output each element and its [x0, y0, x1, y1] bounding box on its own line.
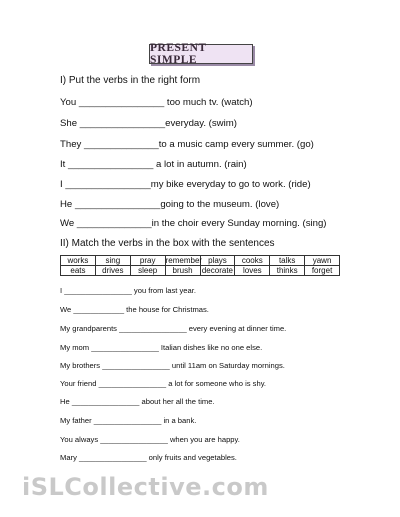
verb-cell: pray — [130, 256, 165, 266]
part2-heading: II) Match the verbs in the box with the sentences — [60, 238, 275, 249]
sentence-start: My brothers — [60, 361, 103, 370]
verb-cell: sing — [95, 256, 130, 266]
verb-cell: talks — [270, 256, 305, 266]
verb-cell: brush — [165, 266, 200, 276]
sentence-end: the house for Christmas. — [124, 305, 209, 314]
verb-box-row — [61, 266, 340, 276]
part1-sentence — [60, 218, 327, 229]
part2-sentence — [60, 361, 285, 370]
verb-cell: plays — [200, 256, 235, 266]
sentence-end: every evening at dinner time. — [186, 324, 287, 333]
part2-sentence — [60, 435, 240, 444]
verb-cell: drives — [95, 266, 130, 276]
sentence-start: She — [60, 118, 80, 129]
verb-cell: loves — [235, 266, 270, 276]
sentence-start: It — [60, 159, 68, 170]
sentence-start: We — [60, 305, 74, 314]
answer-blank[interactable]: ________________ — [74, 199, 161, 210]
verb-cell: thinks — [270, 266, 305, 276]
verb-cell: works — [61, 256, 96, 266]
verb-box-row — [61, 256, 340, 266]
sentence-end: only fruits and vegetables. — [146, 453, 237, 462]
verb-cell: forget — [305, 266, 340, 276]
sentence-end: a lot in autumn. (rain) — [153, 159, 247, 170]
part2-sentence — [60, 453, 237, 462]
answer-blank[interactable]: ______________ — [84, 139, 159, 150]
verb-cell: yawn — [305, 256, 340, 266]
answer-blank[interactable]: ________________ — [119, 324, 187, 333]
sentence-end: in a bank. — [161, 416, 197, 425]
answer-blank[interactable]: ______________ — [76, 218, 152, 229]
verb-cell: cooks — [235, 256, 270, 266]
part2-sentence — [60, 379, 266, 388]
part2-sentence — [60, 397, 215, 406]
sentence-start: We — [60, 218, 77, 229]
sentence-start: I — [60, 286, 65, 295]
answer-blank[interactable]: ____________ — [73, 305, 125, 314]
part1-sentence — [60, 199, 279, 210]
answer-blank[interactable]: ________________ — [93, 416, 162, 425]
sentence-end: in the choir every Sunday morning. (sing) — [151, 218, 327, 229]
part2-sentence — [60, 324, 286, 333]
part2-sentence — [60, 305, 209, 314]
verb-cell: remember — [165, 256, 203, 265]
part1-sentence — [60, 159, 247, 170]
part1-sentence — [60, 118, 237, 129]
part2-sentence — [60, 286, 196, 295]
part2-sentence — [60, 343, 262, 352]
sentence-end: a lot for someone who is shy. — [166, 379, 267, 388]
sentence-end: Italian dishes like no one else. — [158, 343, 263, 352]
sentence-start: Your friend — [60, 379, 99, 388]
sentence-start: I — [60, 179, 66, 190]
part1-heading: I) Put the verbs in the right form — [60, 75, 201, 86]
sentence-start: You always — [60, 435, 101, 444]
answer-blank[interactable]: ________________ — [79, 118, 166, 129]
sentence-start: My mom — [60, 343, 92, 352]
answer-blank[interactable]: ________________ — [78, 97, 165, 108]
sentence-end: everyday. (swim) — [165, 118, 237, 129]
sentence-start: They — [60, 139, 84, 150]
part2-sentence — [60, 416, 196, 425]
site-watermark: iSLCollective.com — [22, 473, 269, 501]
verb-box — [60, 255, 340, 276]
worksheet-title-box — [149, 44, 253, 64]
answer-blank[interactable]: ________________ — [71, 397, 140, 406]
sentence-end: to a music camp every summer. (go) — [158, 139, 314, 150]
part1-sentence — [60, 97, 253, 108]
sentence-end: when you are happy. — [167, 435, 240, 444]
verb-cell: decorate — [201, 266, 233, 275]
sentence-start: My father — [60, 416, 94, 425]
sentence-start: He — [60, 397, 72, 406]
answer-blank[interactable]: ________________ — [98, 379, 167, 388]
answer-blank[interactable]: ________________ — [91, 343, 159, 352]
sentence-end: going to the museum. (love) — [160, 199, 280, 210]
sentence-start: He — [60, 199, 75, 210]
answer-blank[interactable]: ________________ — [68, 159, 154, 170]
verb-cell: eats — [61, 266, 96, 276]
verb-cell: sleep — [130, 266, 165, 276]
answer-blank[interactable]: ________________ — [102, 361, 170, 370]
sentence-end: too much tv. (watch) — [164, 97, 253, 108]
sentence-start: Mary — [60, 453, 79, 462]
answer-blank[interactable]: ________________ — [100, 435, 168, 444]
sentence-end: until 11am on Saturday mornings. — [169, 361, 285, 370]
answer-blank[interactable]: ________________ — [65, 179, 151, 190]
sentence-end: my bike everyday to go to work. (ride) — [150, 179, 311, 190]
sentence-start: You — [60, 97, 79, 108]
part1-sentence — [60, 179, 311, 190]
answer-blank[interactable]: ________________ — [78, 453, 147, 462]
part1-sentence — [60, 139, 314, 150]
sentence-end: about her all the time. — [139, 397, 215, 406]
sentence-end: you from last year. — [131, 286, 196, 295]
answer-blank[interactable]: ________________ — [64, 286, 132, 295]
worksheet-title: PRESENT SIMPLE — [150, 42, 207, 66]
sentence-start: My grandparents — [60, 324, 120, 333]
